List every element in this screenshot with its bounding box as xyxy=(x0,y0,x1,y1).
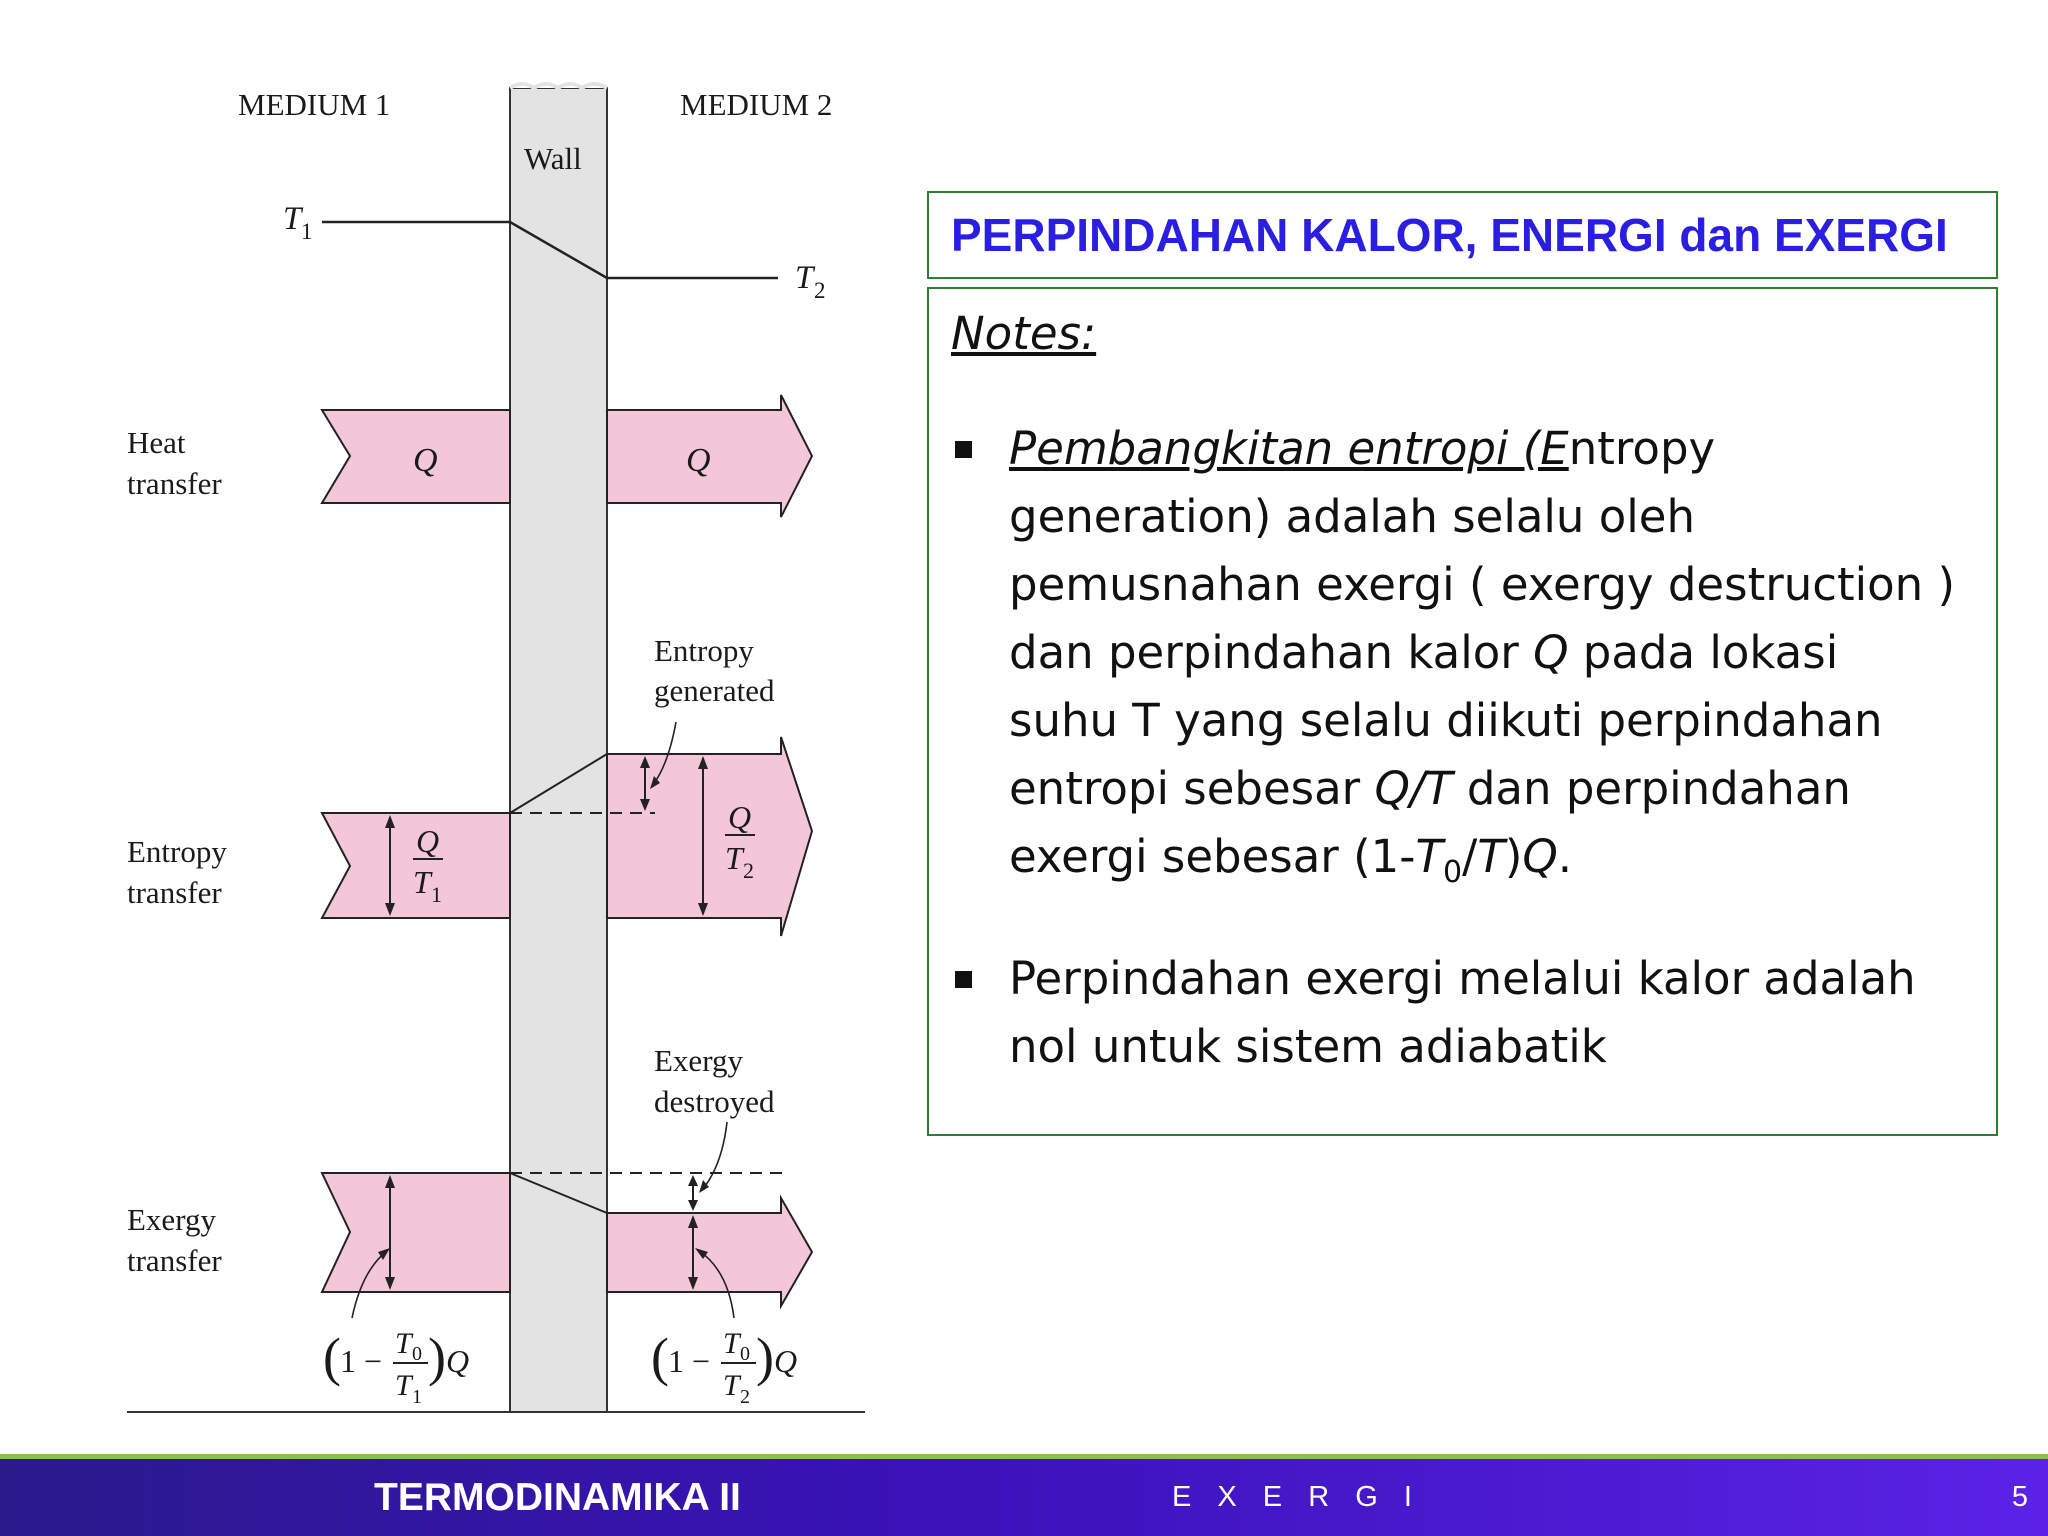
medium1-label: MEDIUM 1 xyxy=(238,87,391,122)
line7-slash: / xyxy=(1462,830,1478,883)
footer-course-title: TERMODINAMIKA II xyxy=(374,1476,741,1519)
entropy-transfer-label-1: Entropy xyxy=(127,834,227,869)
line6-a: entropi sebesar xyxy=(1009,762,1375,815)
exergy-destroyed-label-2: destroyed xyxy=(654,1084,775,1119)
heat-q-right: Q xyxy=(686,442,711,479)
entropy-t-right: T xyxy=(725,840,743,876)
bullet-entropy-generation xyxy=(951,415,1976,891)
entropy-t-right-sub: 2 xyxy=(743,858,754,883)
bullet-adiabatic xyxy=(951,945,1976,1081)
paren-close: ) xyxy=(756,1327,774,1387)
notes-box xyxy=(927,287,1998,1136)
exergy-destroyed-label-1: Exergy xyxy=(654,1043,743,1078)
paren-open: ( xyxy=(323,1327,341,1387)
line7-t: T xyxy=(1415,830,1444,883)
line4-a: dan perpindahan kalor xyxy=(1009,626,1534,679)
entropy-q-left: Q xyxy=(416,823,440,859)
exergy-transfer-label-1: Exergy xyxy=(127,1202,216,1237)
line7-t2: T xyxy=(1477,830,1505,883)
exergy-band-left xyxy=(322,1173,510,1292)
q: Q xyxy=(446,1343,470,1379)
footer-section-title: E X E R G I xyxy=(1172,1481,1421,1513)
line7-sub: 0 xyxy=(1443,855,1463,890)
line7-paren: ) xyxy=(1504,830,1523,883)
line6-qt: Q/T xyxy=(1374,762,1453,815)
t0-sub: 0 xyxy=(412,1343,422,1365)
t0-sub: 0 xyxy=(740,1343,750,1365)
square-bullet-icon xyxy=(955,971,972,988)
exergy-expression-left xyxy=(323,1327,469,1408)
t2-sub: 2 xyxy=(740,1386,750,1408)
t2-sub: 2 xyxy=(814,278,826,303)
line7-end: . xyxy=(1557,830,1573,883)
bullet1-line7 xyxy=(1009,823,1976,891)
heat-transfer-label-1: Heat xyxy=(127,425,186,460)
paren-close: ) xyxy=(428,1327,446,1387)
heat-q-left: Q xyxy=(413,442,438,479)
wall-label: Wall xyxy=(524,141,582,176)
bullet1-line3: pemusnahan exergi ( exergy destruction ) xyxy=(1009,558,1956,611)
entropy-t-left: T xyxy=(413,864,431,900)
bullet1-line1 xyxy=(1009,415,1976,483)
line6-b: dan perpindahan xyxy=(1452,762,1851,815)
slide-title: PERPINDAHAN KALOR, ENERGI dan EXERGI xyxy=(951,209,1948,261)
bullet1-line6 xyxy=(1009,755,1976,823)
one: 1 − xyxy=(340,1343,383,1379)
line4-b: pada lokasi xyxy=(1568,626,1839,679)
entropy-transfer-label-2: transfer xyxy=(127,875,222,910)
bullet1-line2: generation) adalah selalu oleh xyxy=(1009,490,1695,543)
square-bullet-icon xyxy=(955,441,972,458)
heat-transfer-label-2: transfer xyxy=(127,466,222,501)
t2: T xyxy=(723,1369,740,1402)
entropy-t-left-sub: 1 xyxy=(431,882,442,907)
bullet2-line2: nol untuk sistem adiabatik xyxy=(1009,1020,1607,1073)
heat-entropy-exergy-diagram xyxy=(0,0,900,1440)
q: Q xyxy=(774,1343,798,1379)
t0: T xyxy=(395,1327,412,1360)
exergy-destroyed-arrowhead-bottom xyxy=(688,1200,698,1211)
exergy-transfer-label-2: transfer xyxy=(127,1243,222,1278)
t1: T xyxy=(395,1369,412,1402)
medium2-label: MEDIUM 2 xyxy=(680,87,833,122)
paren-open: ( xyxy=(651,1327,669,1387)
entropy-generated-label-1: Entropy xyxy=(654,633,754,668)
exergy-destroyed-arrowhead-top xyxy=(688,1175,698,1186)
wall-top-edge xyxy=(510,84,607,88)
exergy-band-right xyxy=(607,1198,812,1306)
footer-bar xyxy=(0,1459,2048,1536)
line7-q: Q xyxy=(1522,830,1558,883)
page-number: 5 xyxy=(2011,1481,2028,1513)
t2-label: T xyxy=(795,260,814,296)
bullet1-line5: suhu T yang selalu diikuti perpindahan xyxy=(1009,694,1883,747)
line1-rest: ntropy xyxy=(1568,422,1716,475)
exergy-destroyed-leader xyxy=(702,1122,727,1190)
line7-a: exergi sebesar (1- xyxy=(1009,830,1416,883)
t1-label: T xyxy=(283,201,302,237)
t1-sub: 1 xyxy=(301,219,313,244)
underlined-term: Pembangkitan entropi (E xyxy=(1009,422,1569,475)
bullet2-line1: Perpindahan exergi melalui kalor adalah xyxy=(1009,952,1916,1005)
t1-sub: 1 xyxy=(412,1386,422,1408)
t0: T xyxy=(723,1327,740,1360)
entropy-q-right: Q xyxy=(728,799,752,835)
entropy-band-right xyxy=(607,737,812,936)
wall xyxy=(510,88,607,1412)
bullet1-line4 xyxy=(1009,619,1976,687)
one: 1 − xyxy=(668,1343,711,1379)
exergy-expression-right xyxy=(651,1327,797,1408)
title-box xyxy=(927,191,1998,279)
notes-heading: Notes: xyxy=(951,307,1097,360)
entropy-generated-label-2: generated xyxy=(654,673,775,708)
line4-q: Q xyxy=(1533,626,1569,679)
